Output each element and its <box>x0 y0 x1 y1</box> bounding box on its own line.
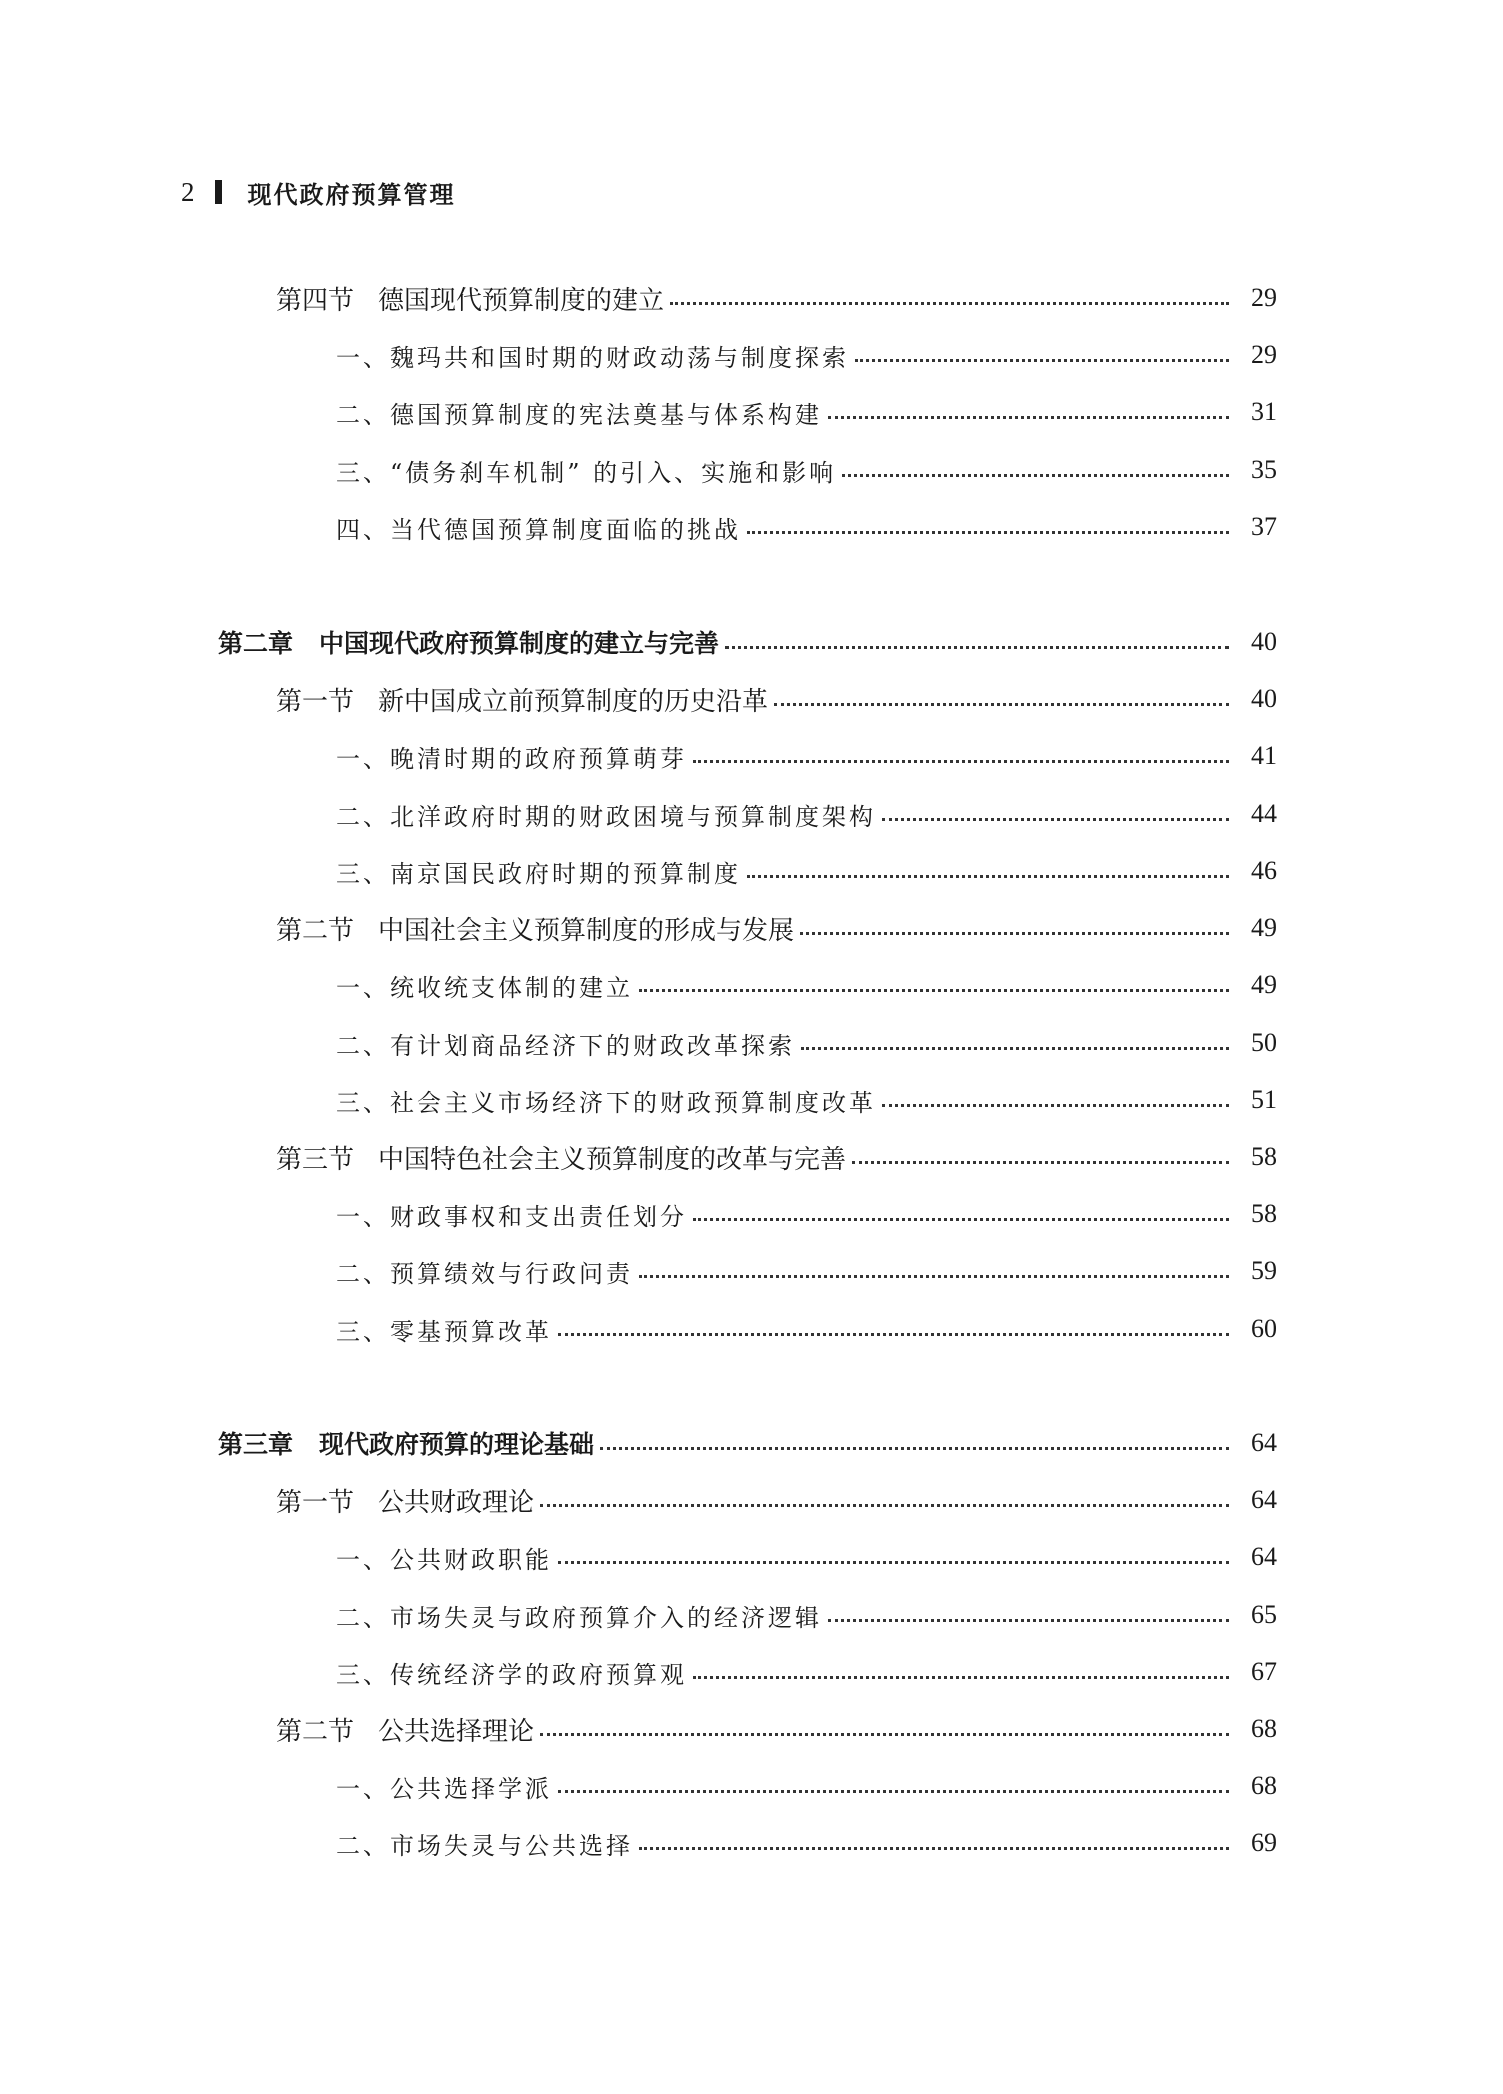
toc-section-label: 第一节 <box>276 1487 355 1518</box>
toc-entry-title: 公共选择理论 <box>378 1716 535 1747</box>
toc-item-row[interactable] <box>336 1020 1277 1066</box>
header-divider-bar <box>215 180 222 204</box>
toc-section-row[interactable] <box>276 1706 1277 1752</box>
dot-leader <box>693 1218 1229 1221</box>
dot-leader <box>828 1619 1229 1622</box>
toc-entry-title: 二、北洋政府时期的财政困境与预算制度架构 <box>336 802 876 831</box>
dot-leader <box>558 1790 1229 1793</box>
toc-page-number: 59 <box>1251 1256 1277 1285</box>
toc-page-number: 29 <box>1251 283 1277 312</box>
toc-page-number: 69 <box>1251 1828 1277 1857</box>
toc-entry-title: 德国现代预算制度的建立 <box>378 285 665 316</box>
dot-leader <box>600 1447 1229 1450</box>
toc-item-row[interactable] <box>336 1534 1277 1580</box>
toc-page-number: 31 <box>1251 397 1277 426</box>
toc-section-label: 第一节 <box>276 686 355 717</box>
toc-entry-title: 公共财政理论 <box>378 1487 535 1518</box>
toc-page-number: 50 <box>1251 1028 1277 1057</box>
toc-section-label: 第三节 <box>276 1144 355 1175</box>
toc-item-row[interactable] <box>336 332 1277 378</box>
dot-leader <box>558 1333 1229 1336</box>
toc-page-number: 49 <box>1251 970 1277 999</box>
toc-entry-title: 二、市场失灵与政府预算介入的经济逻辑 <box>336 1603 822 1632</box>
dot-leader <box>693 1676 1229 1679</box>
toc-item-row[interactable] <box>336 962 1277 1008</box>
toc-section-row[interactable] <box>276 1134 1277 1180</box>
toc-page-number: 40 <box>1251 684 1277 713</box>
dot-leader <box>747 531 1229 534</box>
toc-entry-title: 新中国成立前预算制度的历史沿革 <box>378 686 769 717</box>
toc-chapter-row[interactable] <box>218 619 1277 665</box>
dot-leader <box>725 646 1229 649</box>
toc-page-number: 49 <box>1251 913 1277 942</box>
toc-page-number: 64 <box>1251 1485 1277 1514</box>
header-page-number: 2 <box>181 176 195 207</box>
toc-entry-title: 三、“债务刹车机制” 的引入、实施和影响 <box>336 458 837 487</box>
toc-section-label: 第二节 <box>276 915 355 946</box>
toc-page-number: 41 <box>1251 741 1277 770</box>
toc-entry-title: 一、公共财政职能 <box>336 1545 552 1574</box>
toc-item-row[interactable] <box>336 1191 1277 1237</box>
toc-item-row[interactable] <box>336 1820 1277 1866</box>
toc-item-row[interactable] <box>336 1592 1277 1638</box>
toc-item-row[interactable] <box>336 447 1277 493</box>
toc-section-label: 第四节 <box>276 285 355 316</box>
dot-leader <box>558 1561 1229 1564</box>
dot-leader <box>639 1275 1229 1278</box>
running-header <box>181 172 456 212</box>
toc-page-number: 40 <box>1251 627 1277 656</box>
toc-section-row[interactable] <box>276 1477 1277 1523</box>
toc-page-number: 35 <box>1251 455 1277 484</box>
toc-entry-title: 二、预算绩效与行政问责 <box>336 1259 633 1288</box>
toc-chapter-row[interactable] <box>218 1420 1277 1466</box>
toc-page-number: 51 <box>1251 1085 1277 1114</box>
toc-entry-title: 四、当代德国预算制度面临的挑战 <box>336 515 741 544</box>
dot-leader <box>774 703 1229 706</box>
toc-section-row[interactable] <box>276 905 1277 951</box>
toc-page-number: 68 <box>1251 1714 1277 1743</box>
toc-entry-title: 二、德国预算制度的宪法奠基与体系构建 <box>336 400 822 429</box>
toc-section-row[interactable] <box>276 275 1277 321</box>
toc-entry-title: 二、有计划商品经济下的财政改革探索 <box>336 1031 795 1060</box>
toc-page-number: 58 <box>1251 1142 1277 1171</box>
toc-entry-title: 一、晚清时期的政府预算萌芽 <box>336 744 687 773</box>
toc-page-number: 29 <box>1251 340 1277 369</box>
toc-page-number: 46 <box>1251 856 1277 885</box>
dot-leader <box>800 932 1229 935</box>
toc-entry-title: 二、市场失灵与公共选择 <box>336 1831 633 1860</box>
dot-leader <box>882 818 1229 821</box>
dot-leader <box>882 1104 1229 1107</box>
toc-entry-title: 三、南京国民政府时期的预算制度 <box>336 859 741 888</box>
toc-item-row[interactable] <box>336 848 1277 894</box>
dot-leader <box>855 359 1229 362</box>
toc-page-number: 68 <box>1251 1771 1277 1800</box>
toc-item-row[interactable] <box>336 389 1277 435</box>
toc-page-number: 44 <box>1251 799 1277 828</box>
dot-leader <box>639 989 1229 992</box>
toc-item-row[interactable] <box>336 504 1277 550</box>
dot-leader <box>670 302 1229 305</box>
toc-section-label: 第二节 <box>276 1716 355 1747</box>
toc-entry-title: 中国现代政府预算制度的建立与完善 <box>319 629 720 658</box>
toc-page-number: 58 <box>1251 1199 1277 1228</box>
header-book-title: 现代政府预算管理 <box>247 180 456 209</box>
dot-leader <box>540 1733 1229 1736</box>
dot-leader <box>639 1847 1229 1850</box>
dot-leader <box>747 875 1229 878</box>
toc-entry-title: 三、社会主义市场经济下的财政预算制度改革 <box>336 1088 876 1117</box>
toc-section-row[interactable] <box>276 676 1277 722</box>
toc-entry-title: 三、零基预算改革 <box>336 1317 552 1346</box>
dot-leader <box>801 1047 1229 1050</box>
toc-item-row[interactable] <box>336 1248 1277 1294</box>
toc-page-number: 64 <box>1251 1542 1277 1571</box>
toc-page-number: 65 <box>1251 1600 1277 1629</box>
toc-entry-title: 一、魏玛共和国时期的财政动荡与制度探索 <box>336 343 849 372</box>
toc-entry-title: 中国社会主义预算制度的形成与发展 <box>378 915 795 946</box>
dot-leader <box>842 474 1229 477</box>
toc-page-number: 67 <box>1251 1657 1277 1686</box>
toc-item-row[interactable] <box>336 1306 1277 1352</box>
toc-entry-title: 一、财政事权和支出责任划分 <box>336 1202 687 1231</box>
toc-item-row[interactable] <box>336 791 1277 837</box>
toc-item-row[interactable] <box>336 1763 1277 1809</box>
toc-page-number: 60 <box>1251 1314 1277 1343</box>
dot-leader <box>693 760 1229 763</box>
toc-page-number: 37 <box>1251 512 1277 541</box>
toc-entry-title: 三、传统经济学的政府预算观 <box>336 1660 687 1689</box>
dot-leader <box>540 1504 1229 1507</box>
toc-entry-title: 中国特色社会主义预算制度的改革与完善 <box>378 1144 847 1175</box>
toc-entry-title: 现代政府预算的理论基础 <box>319 1430 595 1459</box>
toc-item-row[interactable] <box>336 1077 1277 1123</box>
toc-item-row[interactable] <box>336 1649 1277 1695</box>
toc-entry-title: 一、公共选择学派 <box>336 1774 552 1803</box>
dot-leader <box>852 1161 1229 1164</box>
toc-item-row[interactable] <box>336 733 1277 779</box>
toc-chapter-label: 第二章 <box>218 629 294 658</box>
toc-page-number: 64 <box>1251 1428 1277 1457</box>
toc-chapter-label: 第三章 <box>218 1430 294 1459</box>
toc-entry-title: 一、统收统支体制的建立 <box>336 973 633 1002</box>
dot-leader <box>828 416 1229 419</box>
